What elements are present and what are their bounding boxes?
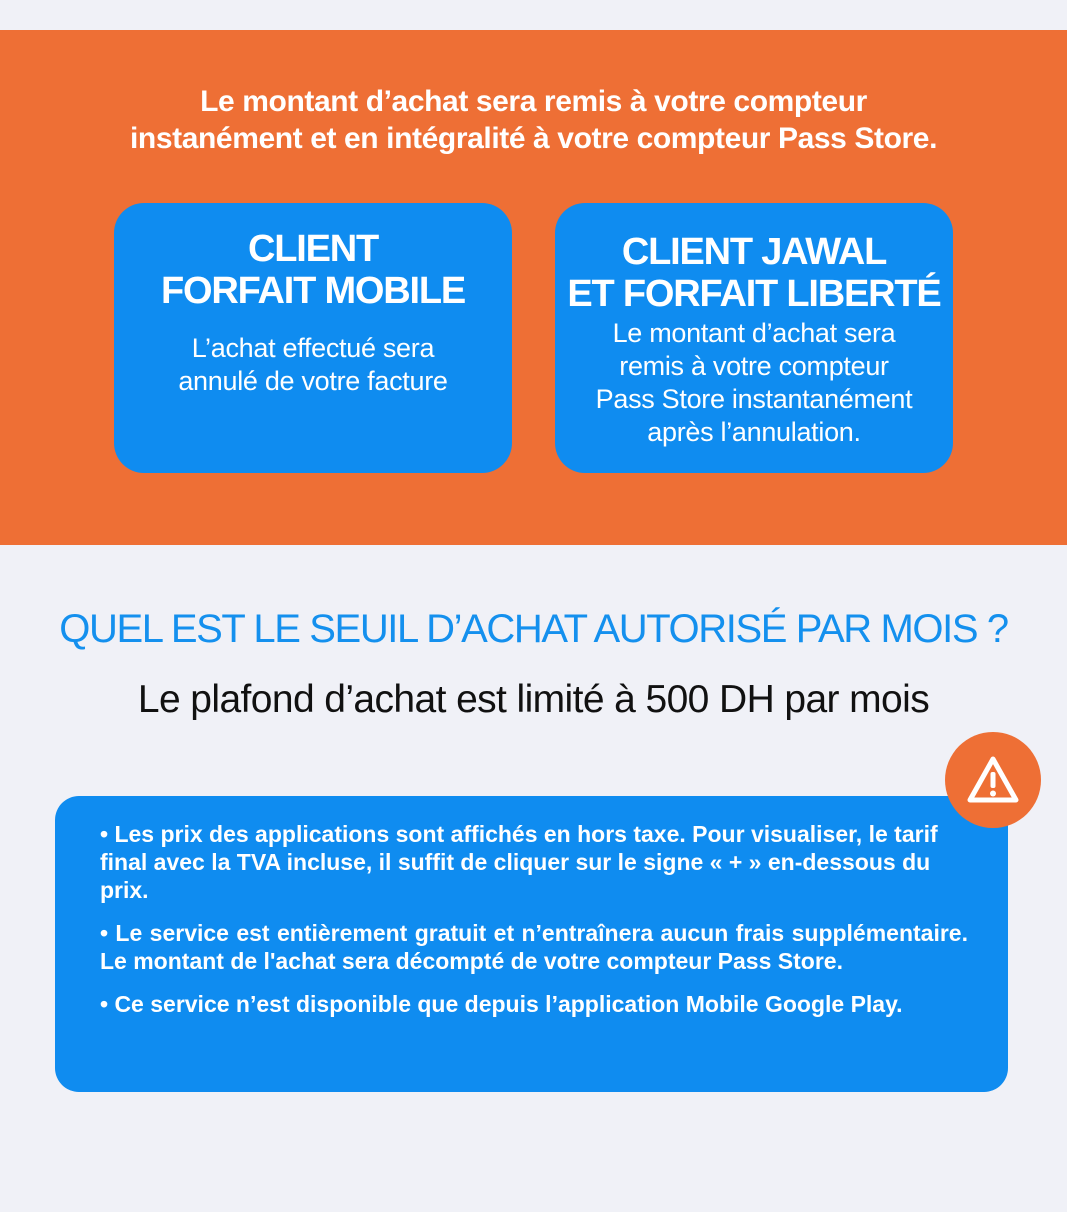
warning-badge: [945, 732, 1041, 828]
card-desc-line: annulé de votre facture: [178, 366, 448, 396]
question-heading: QUEL EST LE SEUIL D’ACHAT AUTORISÉ PAR MOIS ?: [59, 607, 1008, 651]
card-desc-line: Pass Store instantanément: [595, 384, 913, 414]
card-desc-line: Le montant d’achat sera: [612, 318, 896, 348]
card-title-line: FORFAIT MOBILE: [160, 270, 466, 312]
card-description: [555, 317, 953, 449]
note-item: • Ce service n’est disponible que depuis l’application Mobile Google Play.: [100, 991, 903, 1017]
card-title: [555, 231, 953, 315]
intro-line-2: instanément et en intégralité à votre compteur Pass Store.: [129, 122, 938, 155]
card-title-line: CLIENT: [247, 228, 378, 270]
warning-icon: [963, 750, 1023, 810]
card-desc-line: remis à votre compteur: [619, 351, 889, 381]
intro-line-1: Le montant d’achat sera remis à votre compteur: [200, 85, 867, 118]
answer-text: Le plafond d’achat est limité à 500 DH par mois: [137, 678, 930, 721]
card-client-forfait-mobile: [114, 203, 512, 473]
note-item: • Le service est entièrement gratuit et n’entraînera aucun frais supplémentaire. Le montant de l'achat sera décompté de votre compteur Pass Store.: [100, 920, 968, 974]
card-title: [114, 228, 512, 312]
card-desc-line: L’achat effectué sera: [191, 333, 435, 363]
notes-list: [100, 820, 968, 1033]
card-desc-line: après l’annulation.: [647, 417, 861, 447]
card-title-line: CLIENT JAWAL: [621, 231, 887, 273]
card-client-jawal-forfait-liberte: [555, 203, 953, 473]
card-description: [114, 332, 512, 398]
note-item: • Les prix des applications sont affichés en hors taxe. Pour visualiser, le tarif final avec la TVA incluse, il suffit de cliquer sur le signe « + » en-dessous du prix.: [100, 821, 938, 903]
intro-text: [0, 83, 1067, 157]
notes-panel: [55, 796, 1008, 1092]
card-title-line: ET FORFAIT LIBERTÉ: [567, 273, 941, 315]
